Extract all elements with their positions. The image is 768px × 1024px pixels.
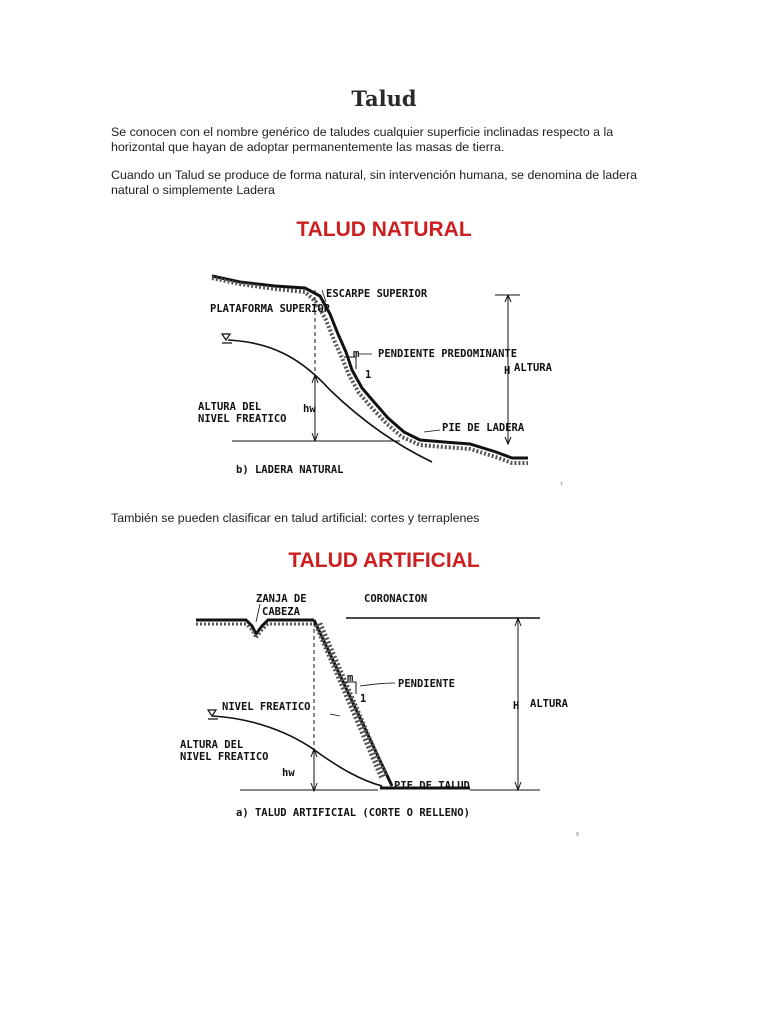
diagram-talud-artificial (0, 586, 768, 846)
label-nivel-freatico-top: NIVEL FREATICO (222, 701, 311, 713)
label-altura: ALTURA (514, 362, 552, 374)
caption-talud-artificial: a) TALUD ARTIFICIAL (CORTE O RELLENO) (236, 807, 470, 819)
label-pendiente: PENDIENTE PREDOMINANTE (378, 348, 518, 360)
top-ground (196, 620, 314, 634)
page-mark-7: 7 (560, 482, 564, 488)
label-H: H (504, 365, 511, 377)
label-altura-del: ALTURA DEL (198, 401, 262, 413)
page-title: Talud (351, 86, 417, 111)
label-pendiente-artificial: PENDIENTE (398, 678, 455, 690)
heading-talud-artificial: TALUD ARTIFICIAL (288, 549, 480, 572)
cut-slope (314, 620, 392, 786)
caption-ladera: b) LADERA NATURAL (236, 464, 344, 476)
label-pie-talud: PIE DE TALUD (394, 780, 470, 792)
label-plataforma: PLATAFORMA SUPERIOR (210, 303, 331, 315)
label-m: m (353, 348, 360, 360)
natural-paragraph: Cuando un Talud se produce de forma natural, sin intervención humana, se denomina de ladera natural o simplemente Ladera (111, 168, 638, 197)
label-H-artificial: H (513, 700, 520, 712)
water-level-icon (222, 334, 232, 343)
page-mark-8: 8 (576, 832, 580, 838)
label-hw: hw (303, 403, 316, 415)
label-one-artificial: 1 (360, 693, 367, 705)
label-zanja: ZANJA DE (256, 593, 307, 605)
label-nivel-freatico: NIVEL FREATICO (198, 413, 287, 425)
label-altura-artificial: ALTURA (530, 698, 568, 710)
label-m-artificial: m (347, 672, 354, 684)
artificial-paragraph: También se pueden clasificar en talud artificial: cortes y terraplenes (111, 511, 480, 525)
label-altura-del-artificial: ALTURA DEL (180, 739, 244, 751)
diagram-ladera-natural (0, 262, 768, 494)
intro-paragraph: Se conocen con el nombre genérico de taludes cualquier superficie inclinadas respecto a la horizontal que hayan de adoptar permanentemente las masas de tierra. (111, 125, 614, 154)
water-level-icon-artificial (208, 710, 218, 719)
label-one: 1 (365, 369, 372, 381)
label-nivel-freatico-artificial: NIVEL FREATICO (180, 751, 269, 763)
label-escarpe: ESCARPE SUPERIOR (326, 288, 428, 300)
label-cabeza: CABEZA (262, 606, 300, 618)
label-hw-artificial: hw (282, 767, 295, 779)
heading-talud-natural: TALUD NATURAL (296, 218, 472, 241)
label-coronacion: CORONACION (364, 593, 428, 605)
label-pie: PIE DE LADERA (442, 422, 525, 434)
